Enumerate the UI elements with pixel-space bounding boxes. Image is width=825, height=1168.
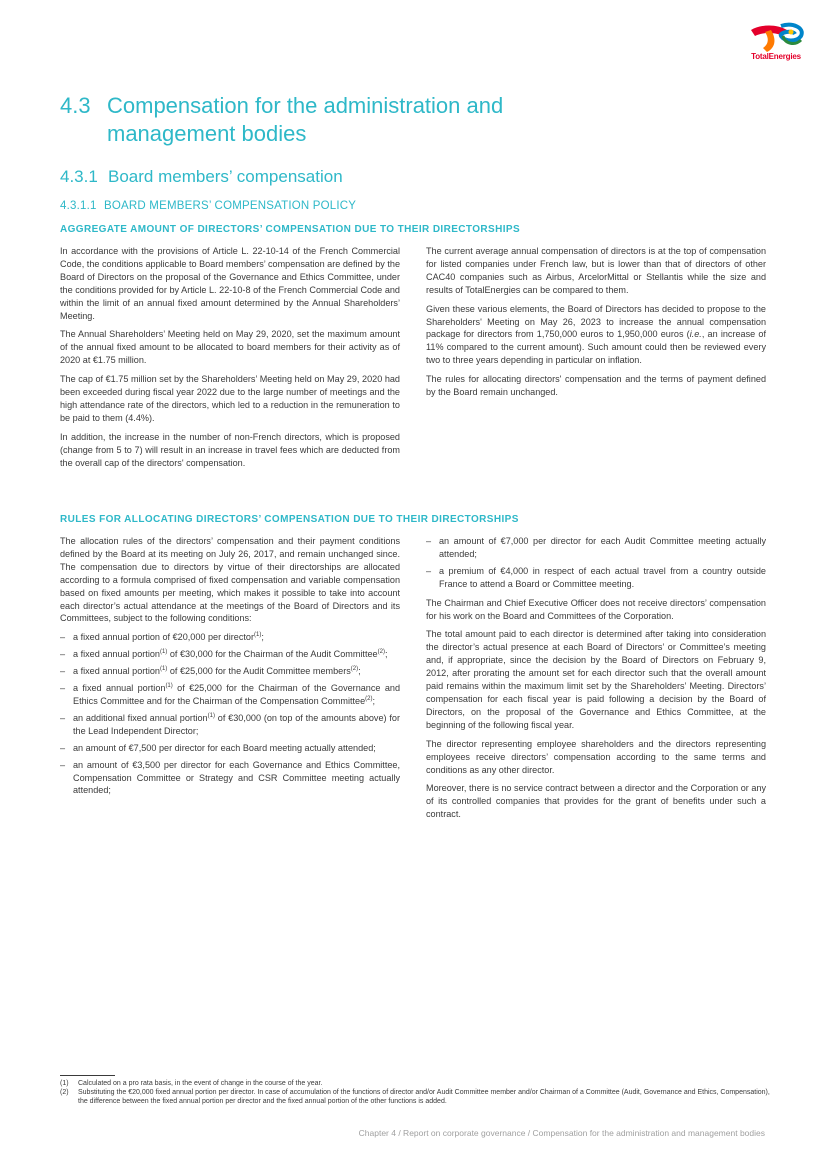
list-item: – an amount of €7,500 per director for each Board meeting actually attended;: [60, 742, 400, 755]
conditions-list-continued: [426, 535, 766, 591]
paragraph: The rules for allocating directors' compensation and the terms of payment defined by the Board remain unchanged.: [426, 374, 766, 398]
footnote: (2) Substituting the €20,000 fixed annual portion per director. In case of accumulation of the functions of director and/or Audit Committee member and/or Chairman of a Committee (Audit, Governance and Ethics, Compensation), the difference between the fixed annual portion per director and the fixed annual portion of the other functions is added.: [60, 1089, 770, 1105]
section-heading-4-3: [60, 92, 503, 148]
section-heading-4-3-1-1: [60, 200, 356, 212]
paragraph: In accordance with the provisions of Article L. 22-10-14 of the French Commercial Code, the conditions applicable to Board members’ compensation are defined by the Board of Directors on the proposal of the Governance and Ethics Committee, under the conditions provided for by Article L. 22-10-8 of the French Commercial Code and within the limit of an annual fixed amount determined by the Annual Shareholders’ Meeting.: [60, 246, 400, 321]
footnote-rule: [60, 1075, 115, 1076]
list-item: – an amount of €7,000 per director for each Audit Committee meeting actually attended;: [426, 535, 766, 561]
heading-text: BOARD MEMBERS’ COMPENSATION POLICY: [104, 200, 357, 212]
paragraph: The Annual Shareholders’ Meeting held on May 29, 2020, set the maximum amount of the annual fixed amount to be allocated to board members for their activity as of 2020 at €1.75 million.: [60, 329, 400, 366]
list-item: – a fixed annual portion of €20,000 per director$^{(1)}$;: [60, 631, 400, 644]
section1-right-column: [426, 245, 766, 405]
paragraph: The cap of €1.75 million set by the Shareholders’ Meeting held on May 29, 2020 had been exceeded during fiscal year 2022 due to the large number of meetings and the high attendance rate of the directors, which led to a reduction in the remuneration to be paid to them (4.4%).: [60, 374, 400, 423]
paragraph-text: , an increase of 11% compared to the current amount). Such amount could then be reviewed every two to three years depending in particular on inflation.: [426, 329, 766, 366]
paragraph: The Chairman and Chief Executive Officer does not receive directors’ compensation for his work on the Board and Committees of the Corporation.: [426, 597, 766, 621]
logo-wordmark: TotalEnergies: [751, 52, 801, 61]
list-item: – an amount of €3,500 per director for each Governance and Ethics Committee, Compensation Committee or Strategy and CSR Committee meeting actually attended;: [60, 759, 400, 798]
heading-line-1: Compensation for the administration and: [107, 93, 504, 118]
paragraph: Moreover, there is no service contract between a director and the Corporation or any of its controlled companies that provides for the grant of benefits under such a contract.: [426, 783, 766, 820]
paragraph-italic: i.e.: [689, 329, 702, 340]
rules-allocating-title: RULES FOR ALLOCATING DIRECTORS’ COMPENSATION DUE TO THEIR DIRECTORSHIPS: [60, 514, 519, 525]
list-item: – a fixed annual portion$^{(1)}$ of €30,000 for the Chairman of the Audit Committee$^{(2)}$;: [60, 648, 400, 661]
heading-number: 4.3: [60, 93, 91, 118]
paragraph: The allocation rules of the directors’ compensation and their payment conditions defined by the Board at its meeting on July 26, 2017, and remain unchanged since. The compensation due to directors by virtue of their directorships are allocated according to a formula comprised of fixed compensation and variable compensation based on fixed amounts per meeting, which makes it possible to take into account each director’s actual attendance at the meetings of the Board of Directors and its Committees, subject to the following conditions:: [60, 536, 400, 624]
aggregate-amount-title: AGGREGATE AMOUNT OF DIRECTORS’ COMPENSATION DUE TO THEIR DIRECTORSHIPS: [60, 224, 521, 235]
conditions-list: [60, 631, 400, 797]
list-item: – an additional fixed annual portion$^{(1)}$ of €30,000 (on top of the amounts above) for the Lead Independent Director;: [60, 712, 400, 738]
section-heading-4-3-1: [60, 167, 343, 187]
footnote: (1) Calculated on a pro rata basis, in the event of change in the course of the year.: [60, 1080, 323, 1087]
paragraph: The total amount paid to each director is determined after taking into consideration the director’s actual presence at each Board of Directors’ or Committee’s meeting and, if appropriate, since the decision by the Board of Directors on February 9, 2012, after prorating the amount set for each director such that the overall amount paid remains within the maximum limit set by the Shareholders’ Meeting. Directors’ compensation for each fiscal year is paid following a decision by the Board of Directors, on the proposal of the Governance and Ethics Committee, at the beginning of the following fiscal year.: [426, 629, 766, 730]
paragraph: The director representing employee shareholders and the directors representing employees receive directors’ compensation according to the same terms and conditions as any other director.: [426, 738, 766, 775]
heading-number: 4.3.1.1: [60, 200, 97, 212]
page-footer: Chapter 4 / Report on corporate governance / Compensation for the administration and management bodies: [358, 1128, 765, 1138]
footnotes: [60, 1075, 780, 1106]
heading-number: 4.3.1: [60, 167, 98, 186]
section2-right-column: [426, 535, 766, 827]
heading-line-2: management bodies: [107, 121, 307, 146]
heading-text: Board members’ compensation: [108, 167, 343, 186]
list-item: – a premium of €4,000 in respect of each actual travel from a country outside France to attend a Board or Committee meeting.: [426, 565, 766, 591]
list-item: – a fixed annual portion$^{(1)}$ of €25,000 for the Audit Committee members$^{(2)}$;: [60, 665, 400, 678]
paragraph: The current average annual compensation of directors is at the top of compensation for listed companies under French law, but is lower than that of directors of other CAC40 companies such as Airbus, ArcelorMittal or Stellantis while the size and results of TotalEnergies can be compared to them.: [426, 246, 766, 295]
paragraph: In addition, the increase in the number of non-French directors, which is proposed (change from 5 to 7) will result in an increase in travel fees which are deducted from the overall cap of the directors' compensation.: [60, 431, 400, 468]
paragraph: [426, 303, 766, 368]
section2-left-column: [60, 535, 400, 803]
section1-left-column: [60, 245, 400, 476]
list-item: – a fixed annual portion$^{(1)}$ of €25,000 for the Chairman of the Governance and Ethics Committee and for the Chairman of the Compensation Committee$^{(2)}$;: [60, 682, 400, 708]
paragraph-text: Given these various elements, the Board of Directors has decided to propose to the Shareholders' Meeting on May 26, 2023 to increase the annual compensation package for directors from 1,750,000 euros to 1,950,000 euros (: [426, 303, 766, 340]
